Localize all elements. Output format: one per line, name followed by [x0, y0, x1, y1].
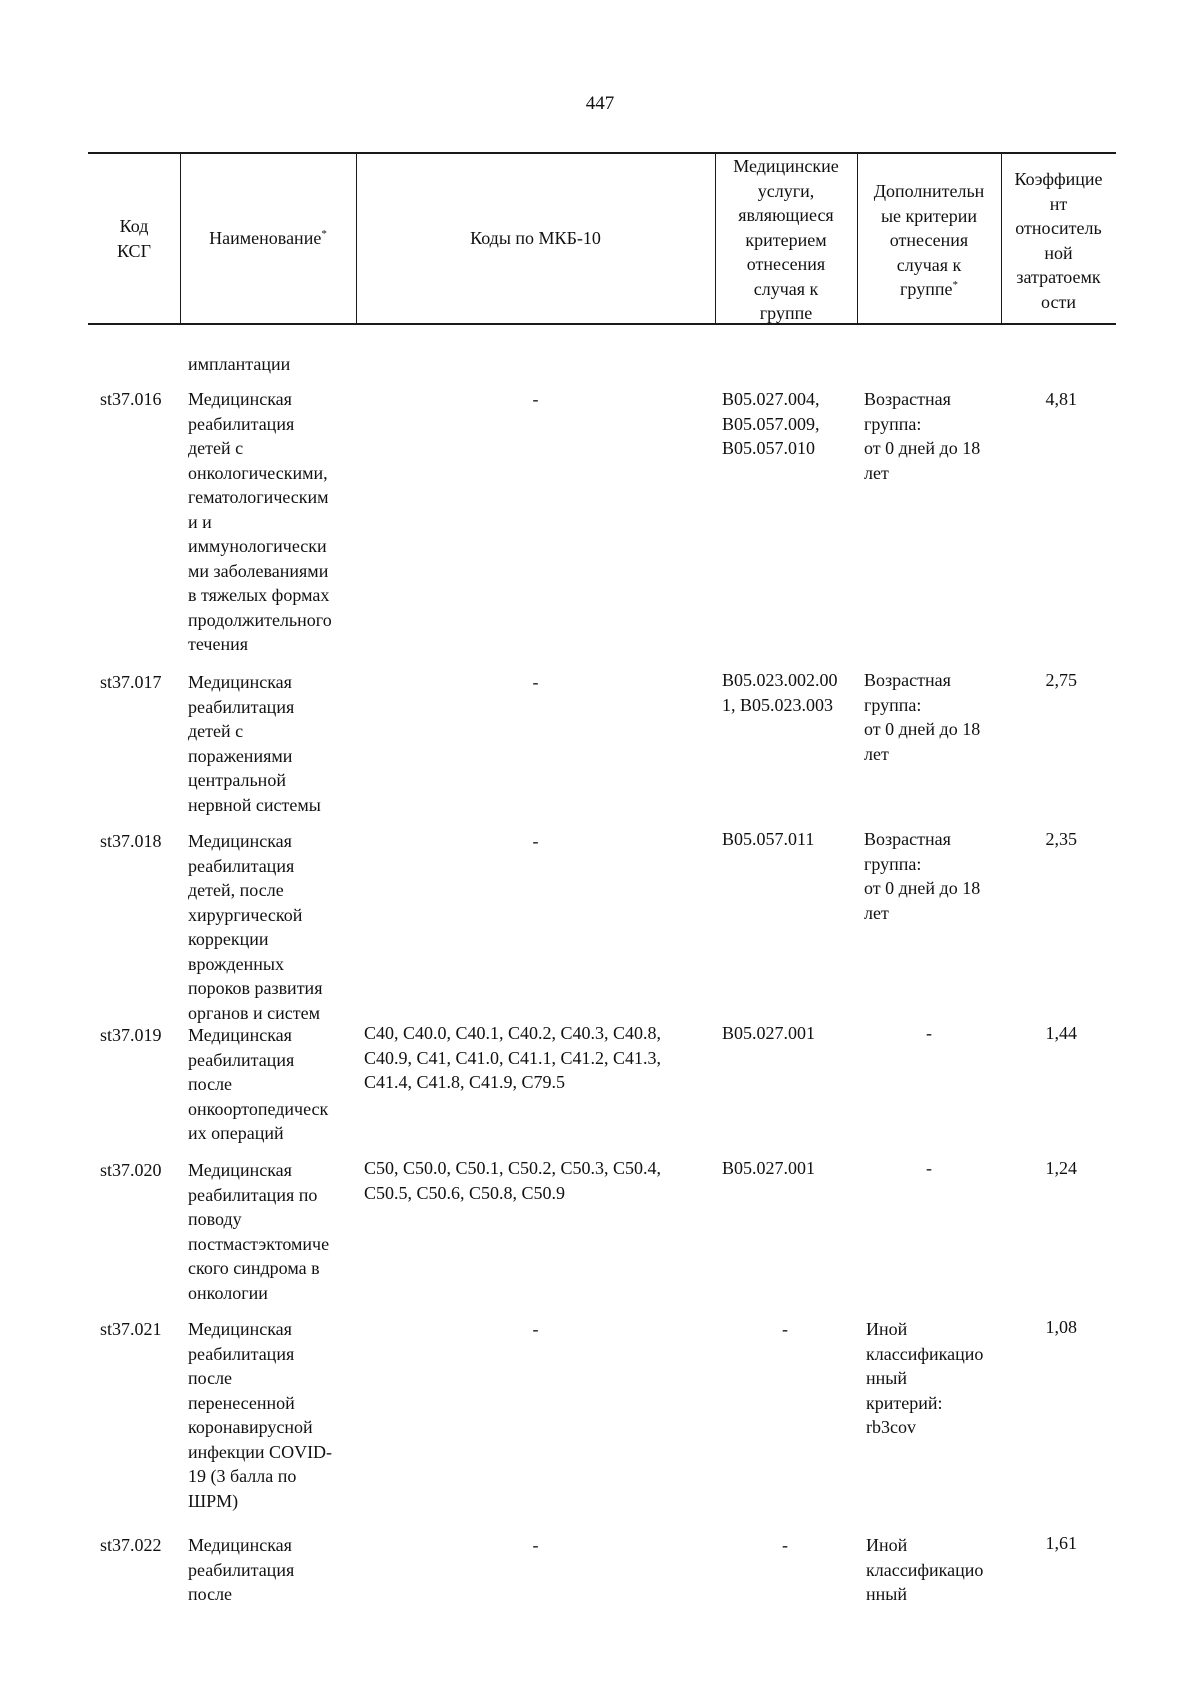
row-icd-codes: -	[532, 1535, 539, 1555]
row-code: st37.020	[100, 1160, 162, 1180]
row-coefficient: 1,44	[1045, 1023, 1077, 1043]
row-icd-codes: C40, C40.0, C40.1, C40.2, C40.3, C40.8, C40.9, C41, C41.0, C41.1, C41.2, C41.3, C41.4, C41.8, C41.9, C79.5	[364, 1023, 662, 1092]
header-top-rule	[88, 152, 1116, 154]
footnote-mark: *	[952, 279, 958, 291]
page-number: 447	[585, 93, 615, 114]
row-icd-codes: -	[532, 672, 539, 692]
row-services: B05.027.004, B05.057.009, B05.057.010	[722, 389, 820, 458]
row-criteria: -	[926, 1023, 932, 1043]
header-name: Наименование*	[209, 228, 327, 248]
header-coefficient: Коэффицие нт относитель ной затратоемк ости	[1014, 169, 1103, 312]
row-services: B05.023.002.00 1, B05.023.003	[722, 670, 838, 715]
row-icd-codes: -	[532, 389, 539, 409]
row-name: Медицинская реабилитация после	[188, 1535, 295, 1604]
header-bottom-rule	[88, 323, 1116, 325]
header-criteria: Дополнительн ые критерии отнесения случая к группе*	[873, 181, 985, 299]
row-coefficient: 4,81	[1045, 389, 1077, 409]
row-name: Медицинская реабилитация по поводу постмастэктомиче ского синдрома в онкологии	[188, 1160, 330, 1303]
row-name: Медицинская реабилитация после перенесенной коронавирусной инфекции COVID- 19 (3 балла по ШРМ)	[188, 1319, 333, 1511]
footnote-mark: *	[321, 228, 327, 240]
row-code: st37.017	[100, 672, 162, 692]
row-name: Медицинская реабилитация детей с онкологическими, гематологическим и и иммунологически ми заболеваниями в тяжелых формах продолжительного течения	[188, 389, 332, 654]
row-services: -	[782, 1319, 788, 1339]
continuation-text: имплантации	[188, 354, 291, 374]
header-code: Код КСГ	[117, 216, 151, 261]
row-name: Медицинская реабилитация детей с поражениями центральной нервной системы	[188, 672, 321, 815]
row-code: st37.019	[100, 1025, 162, 1045]
row-criteria: Иной классификацио нный	[866, 1535, 984, 1604]
row-criteria: Возрастная группа: от 0 дней до 18 лет	[864, 389, 981, 483]
header-icd: Коды по МКБ-10	[470, 228, 601, 248]
row-name: Медицинская реабилитация детей, после хирургической коррекции врожденных пороков развития органов и систем	[188, 831, 323, 1023]
row-code: st37.022	[100, 1535, 162, 1555]
row-icd-codes: -	[532, 1319, 539, 1339]
header-services: Медицинские услуги, являющиеся критерием отнесения случая к группе	[733, 156, 839, 323]
row-coefficient: 2,35	[1045, 829, 1077, 849]
row-code: st37.021	[100, 1319, 162, 1339]
row-services: B05.057.011	[722, 829, 815, 849]
row-icd-codes: C50, C50.0, C50.1, C50.2, C50.3, C50.4, C50.5, C50.6, C50.8, C50.9	[364, 1158, 662, 1203]
row-services: B05.027.001	[722, 1023, 816, 1043]
row-code: st37.018	[100, 831, 162, 851]
row-icd-codes: -	[532, 831, 539, 851]
row-code: st37.016	[100, 389, 162, 409]
row-coefficient: 1,08	[1045, 1317, 1077, 1337]
row-criteria: Иной классификацио нный критерий: rb3cov	[866, 1319, 984, 1437]
row-criteria: Возрастная группа: от 0 дней до 18 лет	[864, 829, 981, 923]
row-services: B05.027.001	[722, 1158, 816, 1178]
row-coefficient: 1,24	[1045, 1158, 1077, 1178]
row-coefficient: 1,61	[1045, 1533, 1077, 1553]
row-name: Медицинская реабилитация после онкоортопедическ их операций	[188, 1025, 329, 1143]
row-criteria: -	[926, 1158, 932, 1178]
row-coefficient: 2,75	[1045, 670, 1077, 690]
row-criteria: Возрастная группа: от 0 дней до 18 лет	[864, 670, 981, 764]
row-services: -	[782, 1535, 788, 1555]
